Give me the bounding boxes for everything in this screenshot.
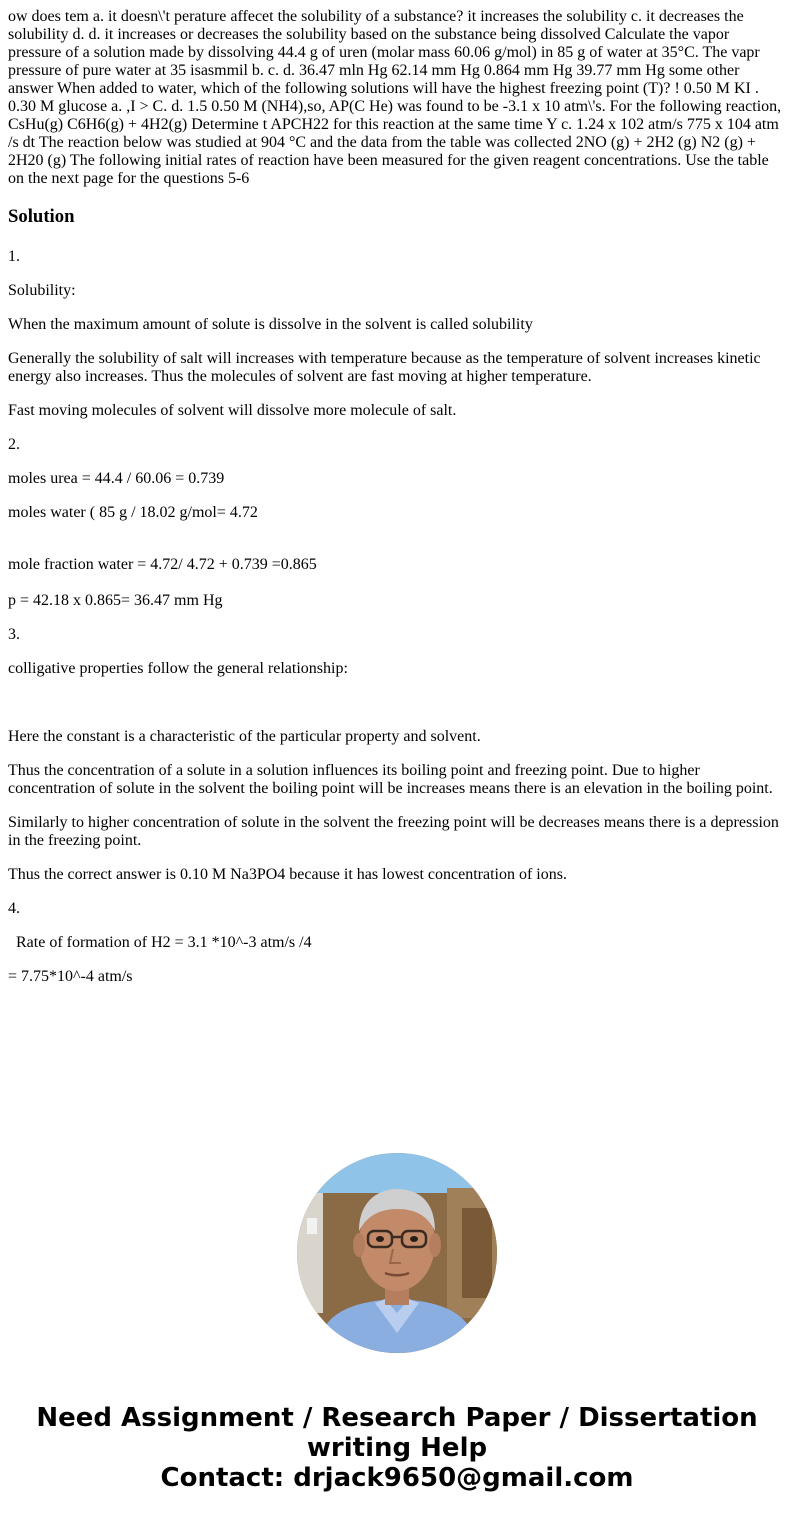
answer-2-moles-water: moles water ( 85 g / 18.02 g/mol= 4.72 — [8, 504, 258, 521]
footer-banner — [0, 1403, 794, 1493]
answer-2-moles-urea: moles urea = 44.4 / 60.06 = 0.739 — [8, 470, 225, 487]
question-text: ow does tem a. it doesn\'t perature affecet the solubility of a substance? it increases the solubility c. it decreases the solubility d. d. it increases or decreases the solubility based on the substance being dissolved Calculate the vapor pressure of a solution made by dissolving 44.4 g of uren (molar mass 60.06 g/mol) in 85 g of water at 35°C. The vapr pressure of pure water at 35 isasmmil b. c. d. 36.47 mln Hg 62.14 mm Hg 0.864 mm Hg 39.77 mm Hg some other answer When added to water, which of the following solutions will have the highest freezing point (T)? ! 0.50 M KI . 0.30 M glucose a. ,I > C. d. 1.5 0.50 M (NH4),so, AP(C He) was found to be -3.1 x 10 atm\'s. For the following reaction, CsHu(g) C6H6(g) + 4H2(g) Determine t APCH22 for this reaction at the same time Y c. 1.24 x 102 atm/s 775 x 104 atm /s dt The reaction below was studied at 904 °C and the data from the table was collected 2NO (g) + 2H2 (g) N2 (g) + 2H20 (g) The following initial rates of reaction have been measured for the given reagent concentrations. Use the table on the next page for the questions 5-6 — [8, 8, 782, 187]
answer-3-correct-answer: Thus the correct answer is 0.10 M Na3PO4 because it has lowest concentration of ions. — [8, 866, 567, 883]
answer-1-number: 1. — [8, 248, 20, 265]
answer-1-title: Solubility: — [8, 282, 76, 299]
answer-3-concentration: Thus the concentration of a solute in a solution influences its boiling point and freezing point. Due to higher concentration of solute in the solvent the boiling point will be increases means there is an elevation in the boiling point. — [8, 762, 773, 797]
answer-1-fast-molecules: Fast moving molecules of solvent will dissolve more molecule of salt. — [8, 402, 457, 419]
answer-2-number: 2. — [8, 436, 20, 453]
answer-3-relationship: colligative properties follow the general relationship: — [8, 660, 348, 677]
answer-4-rate: Rate of formation of H2 = 3.1 *10^-3 atm/s /4 — [16, 934, 312, 951]
answer-3-similarly: Similarly to higher concentration of solute in the solvent the freezing point will be decreases means there is a depression in the freezing point. — [8, 814, 779, 849]
footer-contact: Contact: drjack9650@gmail.com — [160, 1463, 634, 1493]
answer-3-constant: Here the constant is a characteristic of the particular property and solvent. — [8, 728, 481, 745]
answer-1-explanation: Generally the solubility of salt will increases with temperature because as the temperature of solvent increases kinetic energy also increases. Thus the molecules of solvent are fast moving at higher temperature. — [8, 350, 761, 385]
author-portrait-image — [297, 1153, 497, 1353]
answer-1-definition: When the maximum amount of solute is dissolve in the solvent is called solubility — [8, 316, 533, 333]
answer-3-number: 3. — [8, 626, 20, 643]
answer-4-result: = 7.75*10^-4 atm/s — [8, 968, 133, 985]
answer-2-mole-fraction: mole fraction water = 4.72/ 4.72 + 0.739 =0.865 — [8, 556, 317, 573]
equation-placeholder — [8, 678, 784, 712]
answer-4-number: 4. — [8, 900, 20, 917]
author-photo — [297, 1153, 497, 1353]
solution-heading: Solution — [8, 206, 75, 227]
answer-2-vapor-pressure: p = 42.18 x 0.865= 36.47 mm Hg — [8, 592, 223, 609]
footer-help-text: Need Assignment / Research Paper / Dissertation writing Help — [36, 1403, 758, 1463]
document-body — [8, 8, 784, 986]
